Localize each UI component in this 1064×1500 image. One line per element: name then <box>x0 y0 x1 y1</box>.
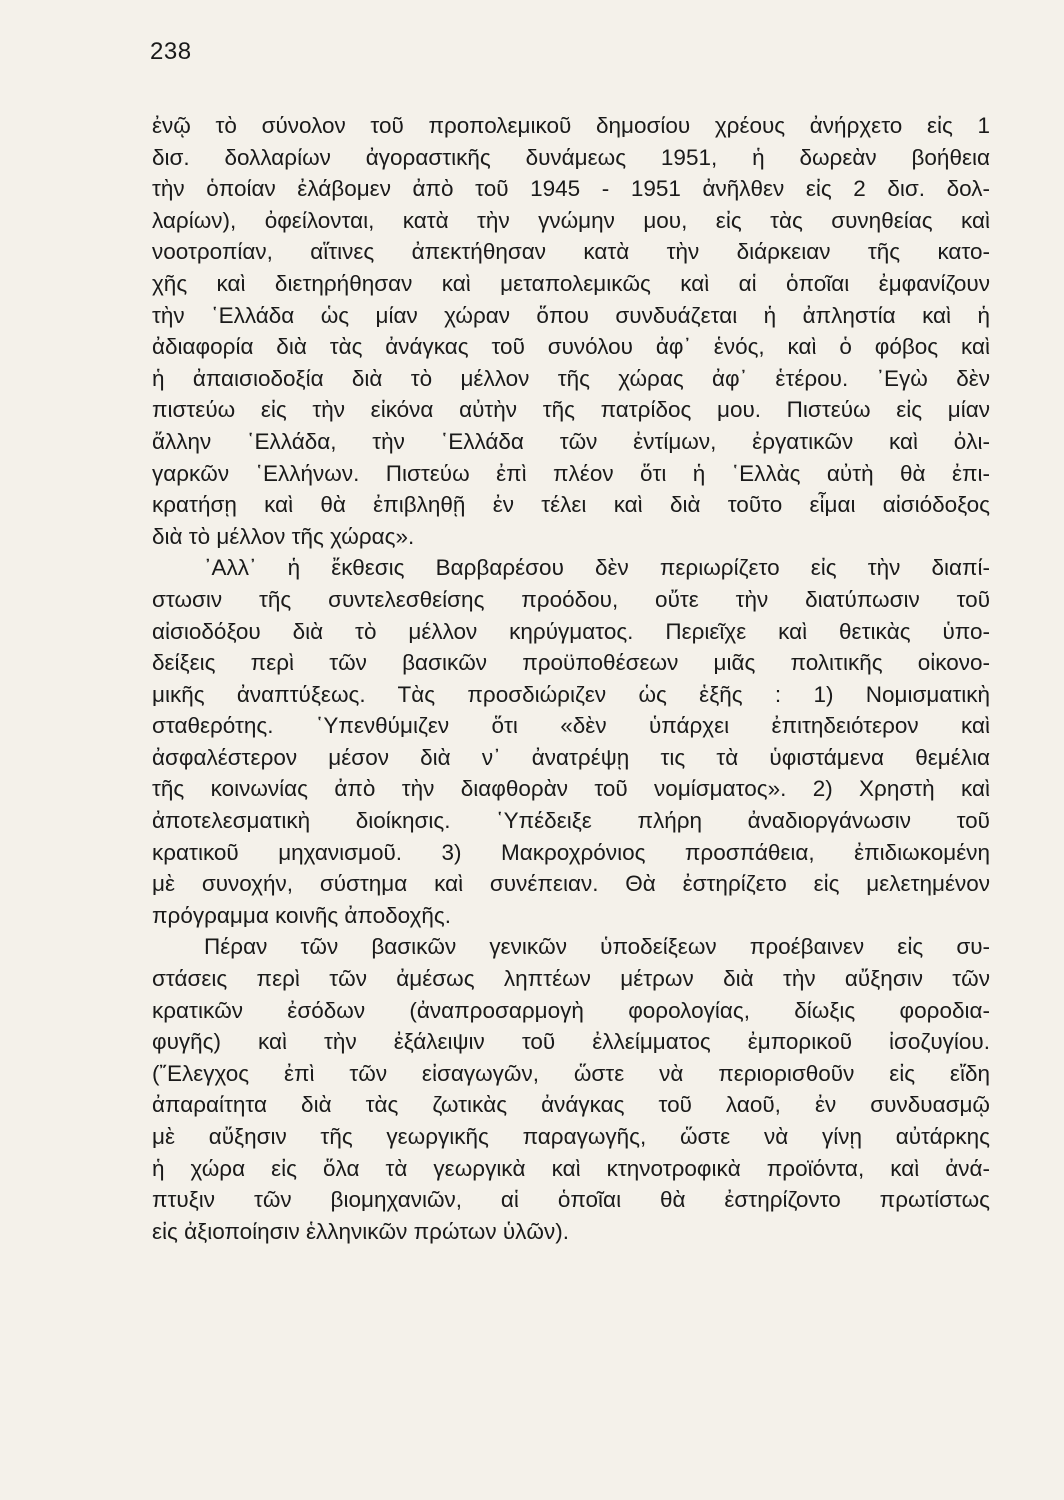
page-number: 238 <box>150 38 192 65</box>
text-line: (῎Ελεγχος ἐπὶ τῶν εἰσαγωγῶν, ὥστε νὰ περιορισθοῦν εἰς εἴδη <box>152 1060 990 1086</box>
text-line: πιστεύω εἰς τὴν εἰκόνα αὐτὴν τῆς πατρίδος μου. Πιστεύω εἰς μίαν <box>152 397 990 423</box>
text-line: πτυξιν τῶν βιομηχανιῶν, αἱ ὁποῖαι θὰ ἐστηρίζοντο πρωτίστως <box>152 1187 990 1213</box>
text-line: ἀσφαλέστερον μέσον διὰ ν᾽ ἀνατρέψῃ τις τὰ ὑφιστάμενα θεμέλια <box>152 744 990 770</box>
text-line: Πέραν τῶν βασικῶν γενικῶν ὑποδείξεων προέβαινεν εἰς συ- <box>204 934 990 960</box>
text-line: τὴν ὁποίαν ἐλάβομεν ἀπὸ τοῦ 1945 - 1951 ἀνῆλθεν εἰς 2 δισ. δολ- <box>152 176 990 202</box>
text-line: ἐνῷ τὸ σύνολον τοῦ προπολεμικοῦ δημοσίου χρέους ἀνήρχετο εἰς 1 <box>152 113 990 138</box>
text-line: λαρίων), ὀφείλονται, κατὰ τὴν γνώμην μου, εἰς τὰς συνηθείας καὶ <box>152 207 990 233</box>
text-line: ἄλλην ῾Ελλάδα, τὴν ῾Ελλάδα τῶν ἐντίμων, ἐργατικῶν καὶ ὀλι- <box>152 428 990 454</box>
text-line: νοοτροπίαν, αἵτινες ἀπεκτήθησαν κατὰ τὴν διάρκειαν τῆς κατο- <box>152 239 990 265</box>
text-line: στωσιν τῆς συντελεσθείσης προόδου, οὔτε τὴν διατύπωσιν τοῦ <box>152 586 990 612</box>
text-line: μὲ συνοχήν, σύστημα καὶ συνέπειαν. Θὰ ἐστηρίζετο εἰς μελετημένον <box>152 871 990 897</box>
text-line: σταθερότης. ῾Υπενθύμιζεν ὅτι «δὲν ὑπάρχει ἐπιτηδειότερον καὶ <box>152 713 990 739</box>
text-line: ἀπαραίτητα διὰ τὰς ζωτικὰς ἀνάγκας τοῦ λαοῦ, ἐν συνδυασμῷ <box>152 1092 990 1118</box>
text-line: γαρκῶν ῾Ελλήνων. Πιστεύω ἐπὶ πλέον ὅτι ἡ ῾Ελλὰς αὐτὴ θὰ ἐπι- <box>152 460 990 486</box>
text-line: ἡ ἀπαισιοδοξία διὰ τὸ μέλλον τῆς χώρας ἀφ᾽ ἑτέρου. ᾽Εγὼ δὲν <box>152 365 990 391</box>
text-line: ἡ χώρα εἰς ὅλα τὰ γεωργικὰ καὶ κτηνοτροφικὰ προϊόντα, καὶ ἀνά- <box>152 1155 990 1181</box>
text-line: δείξεις περὶ τῶν βασικῶν προϋποθέσεων μιᾶς πολιτικῆς οἰκονο- <box>152 650 990 676</box>
text-line: κρατήσῃ καὶ θὰ ἐπιβληθῇ ἐν τέλει καὶ διὰ τοῦτο εἶμαι αἰσιόδοξος <box>152 492 990 518</box>
body-text <box>152 110 990 1247</box>
text-line: εἰς ἀξιοποίησιν ἑλληνικῶν πρώτων ὑλῶν). <box>152 1218 569 1244</box>
text-line: κρατικοῦ μηχανισμοῦ. 3) Μακροχρόνιος προσπάθεια, ἐπιδιωκομένη <box>152 839 990 865</box>
text-line: στάσεις περὶ τῶν ἀμέσως ληπτέων μέτρων διὰ τὴν αὔξησιν τῶν <box>152 966 990 992</box>
text-line: φυγῆς) καὶ τὴν ἐξάλειψιν τοῦ ἐλλείμματος ἐμπορικοῦ ἰσοζυγίου. <box>152 1029 990 1055</box>
text-line: δισ. δολλαρίων ἀγοραστικῆς δυνάμεως 1951, ἡ δωρεὰν βοήθεια <box>152 144 990 170</box>
text-line: χῆς καὶ διετηρήθησαν καὶ μεταπολεμικῶς καὶ αἱ ὁποῖαι ἐμφανίζουν <box>152 270 990 296</box>
text-line: ᾽Αλλ᾽ ἡ ἔκθεσις Βαρβαρέσου δὲν περιωρίζετο εἰς τὴν διαπί- <box>204 555 990 581</box>
text-line: τὴν ῾Ελλάδα ὡς μίαν χώραν ὅπου συνδυάζεται ἡ ἀπληστία καὶ ἡ <box>152 302 990 328</box>
text-line: ἀδιαφορία διὰ τὰς ἀνάγκας τοῦ συνόλου ἀφ᾽ ἑνός, καὶ ὁ φόβος καὶ <box>152 334 990 360</box>
text-line: διὰ τὸ μέλλον τῆς χώρας». <box>152 523 415 549</box>
text-line: τῆς κοινωνίας ἀπὸ τὴν διαφθορὰν τοῦ νομίσματος». 2) Χρηστὴ καὶ <box>152 776 990 802</box>
text-line: μὲ αὔξησιν τῆς γεωργικῆς παραγωγῆς, ὥστε νὰ γίνῃ αὐτάρκης <box>152 1124 990 1149</box>
text-line: αἰσιοδόξου διὰ τὸ μέλλον κηρύγματος. Περιεῖχε καὶ θετικὰς ὑπο- <box>152 618 990 644</box>
text-line: πρόγραμμα κοινῆς ἀποδοχῆς. <box>152 902 452 928</box>
text-line: ἀποτελεσματικὴ διοίκησις. ῾Υπέδειξε πλήρη ἀναδιοργάνωσιν τοῦ <box>152 808 990 834</box>
text-line: κρατικῶν ἐσόδων (ἀναπροσαρμογὴ φορολογίας, δίωξις φοροδια- <box>152 997 990 1023</box>
text-line: μικῆς ἀναπτύξεως. Τὰς προσδιώριζεν ὡς ἑξῆς : 1) Νομισματικὴ <box>152 681 990 707</box>
